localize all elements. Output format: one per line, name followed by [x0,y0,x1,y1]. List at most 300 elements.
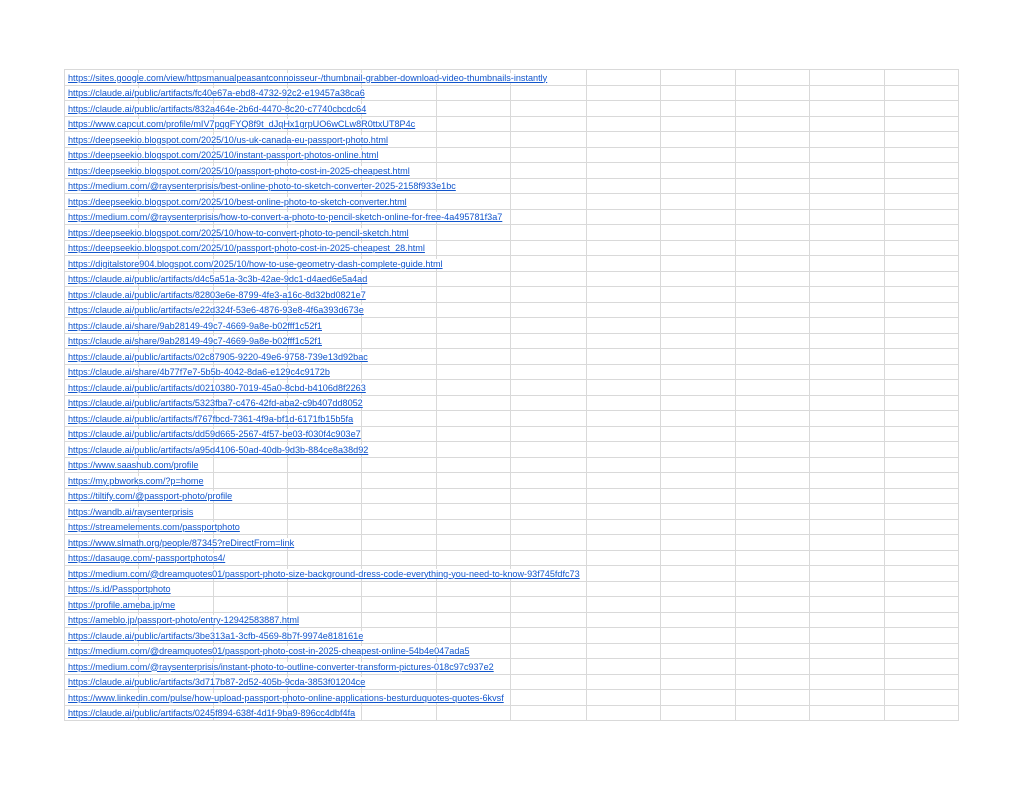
empty-cell[interactable] [809,163,884,179]
empty-cell[interactable] [660,271,735,287]
empty-cell[interactable] [362,380,437,396]
empty-cell[interactable] [437,271,511,287]
link-cell[interactable] [65,194,407,210]
empty-cell[interactable] [511,426,586,442]
empty-cell[interactable] [586,442,660,458]
empty-cell[interactable] [884,132,958,148]
url-link[interactable]: https://claude.ai/public/artifacts/3be313a1-3cfb-4569-8b7f-9974e818161e [68,630,364,641]
url-link[interactable]: https://claude.ai/public/artifacts/832a464e-2b6d-4470-8c20-c7740cbcdc64 [68,103,367,114]
empty-cell[interactable] [735,178,809,194]
empty-cell[interactable] [437,628,511,644]
url-link[interactable]: https://claude.ai/public/artifacts/d0210380-7019-45a0-8cbd-b4106d8f2263 [68,382,366,393]
empty-cell[interactable] [884,256,958,272]
empty-cell[interactable] [586,380,660,396]
empty-cell[interactable] [809,101,884,117]
empty-cell[interactable] [362,457,437,473]
empty-cell[interactable] [511,395,586,411]
empty-cell[interactable] [214,504,288,520]
empty-cell[interactable] [362,318,437,334]
empty-cell[interactable] [586,411,660,427]
empty-cell[interactable] [586,225,660,241]
empty-cell[interactable] [586,116,660,132]
empty-cell[interactable] [511,318,586,334]
empty-cell[interactable] [660,132,735,148]
empty-cell[interactable] [586,659,660,675]
empty-cell[interactable] [586,566,660,582]
empty-cell[interactable] [809,473,884,489]
empty-cell[interactable] [660,364,735,380]
empty-cell[interactable] [809,318,884,334]
empty-cell[interactable] [511,147,586,163]
empty-cell[interactable] [809,690,884,706]
empty-cell[interactable] [884,395,958,411]
empty-cell[interactable] [586,674,660,690]
empty-cell[interactable] [511,690,586,706]
link-cell[interactable] [65,488,233,504]
link-cell[interactable] [65,287,366,303]
empty-cell[interactable] [362,364,437,380]
empty-cell[interactable] [884,318,958,334]
empty-cell[interactable] [660,101,735,117]
empty-cell[interactable] [735,473,809,489]
link-cell[interactable] [65,628,364,644]
empty-cell[interactable] [586,597,660,613]
link-cell[interactable] [65,674,366,690]
empty-cell[interactable] [884,597,958,613]
empty-cell[interactable] [586,550,660,566]
empty-cell[interactable] [437,504,511,520]
empty-cell[interactable] [884,380,958,396]
empty-cell[interactable] [362,488,437,504]
empty-cell[interactable] [362,674,437,690]
link-cell[interactable] [65,256,443,272]
link-cell[interactable] [65,705,356,721]
empty-cell[interactable] [809,705,884,721]
empty-cell[interactable] [809,597,884,613]
empty-cell[interactable] [884,333,958,349]
link-cell[interactable] [65,147,379,163]
link-cell[interactable] [65,504,194,520]
empty-cell[interactable] [735,597,809,613]
empty-cell[interactable] [586,302,660,318]
empty-cell[interactable] [511,333,586,349]
empty-cell[interactable] [511,364,586,380]
empty-cell[interactable] [586,473,660,489]
empty-cell[interactable] [809,442,884,458]
empty-cell[interactable] [511,519,586,535]
empty-cell[interactable] [511,550,586,566]
link-cell[interactable] [65,70,548,86]
empty-cell[interactable] [437,519,511,535]
link-cell[interactable] [65,442,369,458]
empty-cell[interactable] [586,395,660,411]
url-link[interactable]: https://dasauge.com/-passportphotos4/ [68,553,226,563]
url-link[interactable]: https://claude.ai/public/artifacts/a95d4106-50ad-40db-9d3b-884ce8a38d92 [68,444,369,455]
empty-cell[interactable] [735,442,809,458]
empty-cell[interactable] [586,457,660,473]
empty-cell[interactable] [735,132,809,148]
empty-cell[interactable] [511,209,586,225]
empty-cell[interactable] [586,318,660,334]
empty-cell[interactable] [511,612,586,628]
empty-cell[interactable] [735,504,809,520]
empty-cell[interactable] [511,271,586,287]
empty-cell[interactable] [809,302,884,318]
empty-cell[interactable] [437,163,511,179]
empty-cell[interactable] [511,442,586,458]
link-cell[interactable] [65,178,456,194]
empty-cell[interactable] [660,674,735,690]
empty-cell[interactable] [809,333,884,349]
empty-cell[interactable] [809,550,884,566]
link-cell[interactable] [65,643,470,659]
empty-cell[interactable] [735,566,809,582]
empty-cell[interactable] [362,442,437,458]
empty-cell[interactable] [437,411,511,427]
empty-cell[interactable] [437,364,511,380]
empty-cell[interactable] [660,612,735,628]
empty-cell[interactable] [437,395,511,411]
empty-cell[interactable] [660,411,735,427]
empty-cell[interactable] [362,302,437,318]
empty-cell[interactable] [884,488,958,504]
empty-cell[interactable] [735,225,809,241]
empty-cell[interactable] [660,194,735,210]
empty-cell[interactable] [809,643,884,659]
empty-cell[interactable] [884,364,958,380]
url-link[interactable]: https://medium.com/@dreamquotes01/passport-photo-size-background-dress-code-everything-you-need-to-know-93f745fdfc73 [68,568,580,579]
empty-cell[interactable] [586,256,660,272]
empty-cell[interactable] [884,473,958,489]
url-link[interactable]: https://claude.ai/public/artifacts/f767fbcd-7361-4f9a-bf1d-6171fb15b5fa [68,413,354,424]
empty-cell[interactable] [437,318,511,334]
empty-cell[interactable] [884,349,958,365]
empty-cell[interactable] [586,240,660,256]
empty-cell[interactable] [884,85,958,101]
url-link[interactable]: https://deepseekio.blogspot.com/2025/10/passport-photo-cost-in-2025-cheapest_28.html [68,243,425,253]
empty-cell[interactable] [660,318,735,334]
empty-cell[interactable] [660,659,735,675]
url-link[interactable]: https://www.linkedin.com/pulse/how-upload-passport-photo-online-applications-besturduquotes-quotes-6kvsf [68,692,504,703]
empty-cell[interactable] [362,349,437,365]
empty-cell[interactable] [735,659,809,675]
empty-cell[interactable] [214,597,288,613]
url-link[interactable]: https://s.id/Passportphoto [68,584,171,594]
empty-cell[interactable] [884,302,958,318]
empty-cell[interactable] [586,519,660,535]
link-cell[interactable] [65,597,176,613]
empty-cell[interactable] [809,535,884,551]
empty-cell[interactable] [586,364,660,380]
empty-cell[interactable] [735,380,809,396]
empty-cell[interactable] [660,457,735,473]
empty-cell[interactable] [288,457,362,473]
empty-cell[interactable] [735,395,809,411]
empty-cell[interactable] [809,659,884,675]
empty-cell[interactable] [437,535,511,551]
empty-cell[interactable] [735,333,809,349]
empty-cell[interactable] [362,628,437,644]
empty-cell[interactable] [511,628,586,644]
empty-cell[interactable] [437,488,511,504]
empty-cell[interactable] [660,209,735,225]
url-link[interactable]: https://digitalstore904.blogspot.com/2025/10/how-to-use-geometry-dash-complete-guide.html [68,258,443,269]
empty-cell[interactable] [884,116,958,132]
empty-cell[interactable] [511,380,586,396]
empty-cell[interactable] [809,411,884,427]
empty-cell[interactable] [362,504,437,520]
empty-cell[interactable] [809,85,884,101]
empty-cell[interactable] [586,488,660,504]
empty-cell[interactable] [362,333,437,349]
empty-cell[interactable] [660,70,735,86]
empty-cell[interactable] [511,535,586,551]
empty-cell[interactable] [437,581,511,597]
link-cell[interactable] [65,426,361,442]
empty-cell[interactable] [586,333,660,349]
empty-cell[interactable] [735,85,809,101]
empty-cell[interactable] [884,101,958,117]
empty-cell[interactable] [586,643,660,659]
url-link[interactable]: https://www.slmath.org/people/87345?reDirectFrom=link [68,537,295,548]
url-link[interactable]: https://profile.ameba.jp/me [68,599,176,610]
empty-cell[interactable] [437,194,511,210]
link-cell[interactable] [65,411,354,427]
empty-cell[interactable] [660,349,735,365]
url-link[interactable]: https://sites.google.com/view/httpsmanualpeasantconnoisseur-/thumbnail-grabber-download-video-thumbnails-instantly [68,72,548,83]
empty-cell[interactable] [437,333,511,349]
empty-cell[interactable] [735,70,809,86]
empty-cell[interactable] [362,581,437,597]
empty-cell[interactable] [362,612,437,628]
empty-cell[interactable] [809,178,884,194]
empty-cell[interactable] [586,209,660,225]
empty-cell[interactable] [884,612,958,628]
empty-cell[interactable] [586,101,660,117]
empty-cell[interactable] [511,659,586,675]
empty-cell[interactable] [660,225,735,241]
empty-cell[interactable] [214,473,288,489]
empty-cell[interactable] [809,256,884,272]
empty-cell[interactable] [511,178,586,194]
empty-cell[interactable] [362,550,437,566]
empty-cell[interactable] [735,287,809,303]
empty-cell[interactable] [362,85,437,101]
link-cell[interactable] [65,101,367,117]
empty-cell[interactable] [735,426,809,442]
empty-cell[interactable] [809,209,884,225]
empty-cell[interactable] [735,147,809,163]
empty-cell[interactable] [660,395,735,411]
empty-cell[interactable] [809,519,884,535]
link-cell[interactable] [65,473,204,489]
empty-cell[interactable] [586,535,660,551]
empty-cell[interactable] [809,457,884,473]
empty-cell[interactable] [511,504,586,520]
empty-cell[interactable] [437,147,511,163]
empty-cell[interactable] [437,240,511,256]
empty-cell[interactable] [288,473,362,489]
link-cell[interactable] [65,302,364,318]
empty-cell[interactable] [437,597,511,613]
empty-cell[interactable] [809,271,884,287]
empty-cell[interactable] [735,349,809,365]
empty-cell[interactable] [437,349,511,365]
empty-cell[interactable] [511,163,586,179]
empty-cell[interactable] [884,535,958,551]
empty-cell[interactable] [437,612,511,628]
empty-cell[interactable] [735,535,809,551]
empty-cell[interactable] [735,612,809,628]
empty-cell[interactable] [809,70,884,86]
empty-cell[interactable] [586,287,660,303]
url-link[interactable]: https://medium.com/@raysenterprisis/instant-photo-to-outline-converter-transform-pictures-018c97c937e2 [68,661,494,672]
link-cell[interactable] [65,85,365,101]
empty-cell[interactable] [735,364,809,380]
empty-cell[interactable] [884,225,958,241]
empty-cell[interactable] [362,426,437,442]
empty-cell[interactable] [437,674,511,690]
url-link[interactable]: https://claude.ai/public/artifacts/d4c5a51a-3c3b-42ae-9dc1-d4aed6e5a4ad [68,274,368,284]
url-link[interactable]: https://claude.ai/public/artifacts/02c87905-9220-49e6-9758-739e13d92bac [68,351,368,362]
empty-cell[interactable] [586,612,660,628]
empty-cell[interactable] [735,209,809,225]
empty-cell[interactable] [660,504,735,520]
link-cell[interactable] [65,364,330,380]
empty-cell[interactable] [437,302,511,318]
link-cell[interactable] [65,612,300,628]
empty-cell[interactable] [884,566,958,582]
link-cell[interactable] [65,225,409,241]
empty-cell[interactable] [437,705,511,721]
empty-cell[interactable] [362,473,437,489]
empty-cell[interactable] [809,287,884,303]
link-cell[interactable] [65,116,416,132]
empty-cell[interactable] [437,457,511,473]
empty-cell[interactable] [511,240,586,256]
url-link[interactable]: https://wandb.ai/raysenterprisis [68,506,194,517]
empty-cell[interactable] [660,116,735,132]
url-link[interactable]: https://my.pbworks.com/?p=home [68,475,204,486]
empty-cell[interactable] [586,132,660,148]
empty-cell[interactable] [586,705,660,721]
empty-cell[interactable] [437,380,511,396]
url-link[interactable]: https://deepseekio.blogspot.com/2025/10/passport-photo-cost-in-2025-cheapest.html [68,165,410,176]
empty-cell[interactable] [735,550,809,566]
empty-cell[interactable] [884,271,958,287]
empty-cell[interactable] [362,705,437,721]
empty-cell[interactable] [884,643,958,659]
empty-cell[interactable] [288,597,362,613]
empty-cell[interactable] [511,132,586,148]
empty-cell[interactable] [511,674,586,690]
empty-cell[interactable] [809,504,884,520]
empty-cell[interactable] [437,101,511,117]
empty-cell[interactable] [735,256,809,272]
empty-cell[interactable] [884,287,958,303]
empty-cell[interactable] [511,488,586,504]
empty-cell[interactable] [809,132,884,148]
empty-cell[interactable] [735,163,809,179]
url-link[interactable]: https://claude.ai/public/artifacts/dd59d665-2567-4f57-be03-f030f4c903e7 [68,429,361,439]
empty-cell[interactable] [735,519,809,535]
empty-cell[interactable] [511,101,586,117]
empty-cell[interactable] [809,349,884,365]
link-cell[interactable] [65,566,580,582]
empty-cell[interactable] [586,194,660,210]
empty-cell[interactable] [735,581,809,597]
empty-cell[interactable] [660,690,735,706]
empty-cell[interactable] [735,705,809,721]
empty-cell[interactable] [735,488,809,504]
empty-cell[interactable] [437,256,511,272]
empty-cell[interactable] [288,581,362,597]
empty-cell[interactable] [809,240,884,256]
link-cell[interactable] [65,550,226,566]
empty-cell[interactable] [660,147,735,163]
empty-cell[interactable] [586,690,660,706]
empty-cell[interactable] [511,473,586,489]
empty-cell[interactable] [288,488,362,504]
empty-cell[interactable] [660,643,735,659]
empty-cell[interactable] [735,302,809,318]
empty-cell[interactable] [586,581,660,597]
empty-cell[interactable] [660,163,735,179]
url-link[interactable]: https://claude.ai/public/artifacts/5323fba7-c476-42fd-aba2-c9b407dd8052 [68,398,363,408]
empty-cell[interactable] [660,550,735,566]
empty-cell[interactable] [884,240,958,256]
empty-cell[interactable] [660,581,735,597]
empty-cell[interactable] [809,628,884,644]
empty-cell[interactable] [437,426,511,442]
empty-cell[interactable] [884,550,958,566]
empty-cell[interactable] [437,225,511,241]
empty-cell[interactable] [809,380,884,396]
empty-cell[interactable] [511,349,586,365]
url-link[interactable]: https://deepseekio.blogspot.com/2025/10/how-to-convert-photo-to-pencil-sketch.html [68,227,409,238]
empty-cell[interactable] [660,426,735,442]
empty-cell[interactable] [660,519,735,535]
empty-cell[interactable] [809,194,884,210]
empty-cell[interactable] [660,256,735,272]
empty-cell[interactable] [362,395,437,411]
empty-cell[interactable] [660,488,735,504]
empty-cell[interactable] [884,705,958,721]
empty-cell[interactable] [735,411,809,427]
empty-cell[interactable] [362,535,437,551]
empty-cell[interactable] [362,597,437,613]
empty-cell[interactable] [511,457,586,473]
url-link[interactable]: https://www.capcut.com/profile/mIV7pqgFYQ8f9t_dJqHx1grpUO6wCLw8R0ttxUT8P4c [68,119,416,129]
empty-cell[interactable] [884,519,958,535]
empty-cell[interactable] [586,85,660,101]
empty-cell[interactable] [511,225,586,241]
url-link[interactable]: https://deepseekio.blogspot.com/2025/10/best-online-photo-to-sketch-converter.html [68,196,407,207]
empty-cell[interactable] [884,504,958,520]
empty-cell[interactable] [660,85,735,101]
url-link[interactable]: https://claude.ai/public/artifacts/3d717b87-2d52-405b-9cda-3853f01204ce [68,677,366,687]
url-link[interactable]: https://ameblo.jp/passport-photo/entry-12942583887.html [68,615,300,625]
empty-cell[interactable] [288,535,362,551]
link-cell[interactable] [65,271,368,287]
empty-cell[interactable] [214,581,288,597]
url-link[interactable]: https://claude.ai/share/9ab28149-49c7-4669-9a8e-b02fff1c52f1 [68,320,322,331]
link-cell[interactable] [65,333,322,349]
empty-cell[interactable] [809,225,884,241]
empty-cell[interactable] [660,333,735,349]
empty-cell[interactable] [884,426,958,442]
empty-cell[interactable] [511,116,586,132]
